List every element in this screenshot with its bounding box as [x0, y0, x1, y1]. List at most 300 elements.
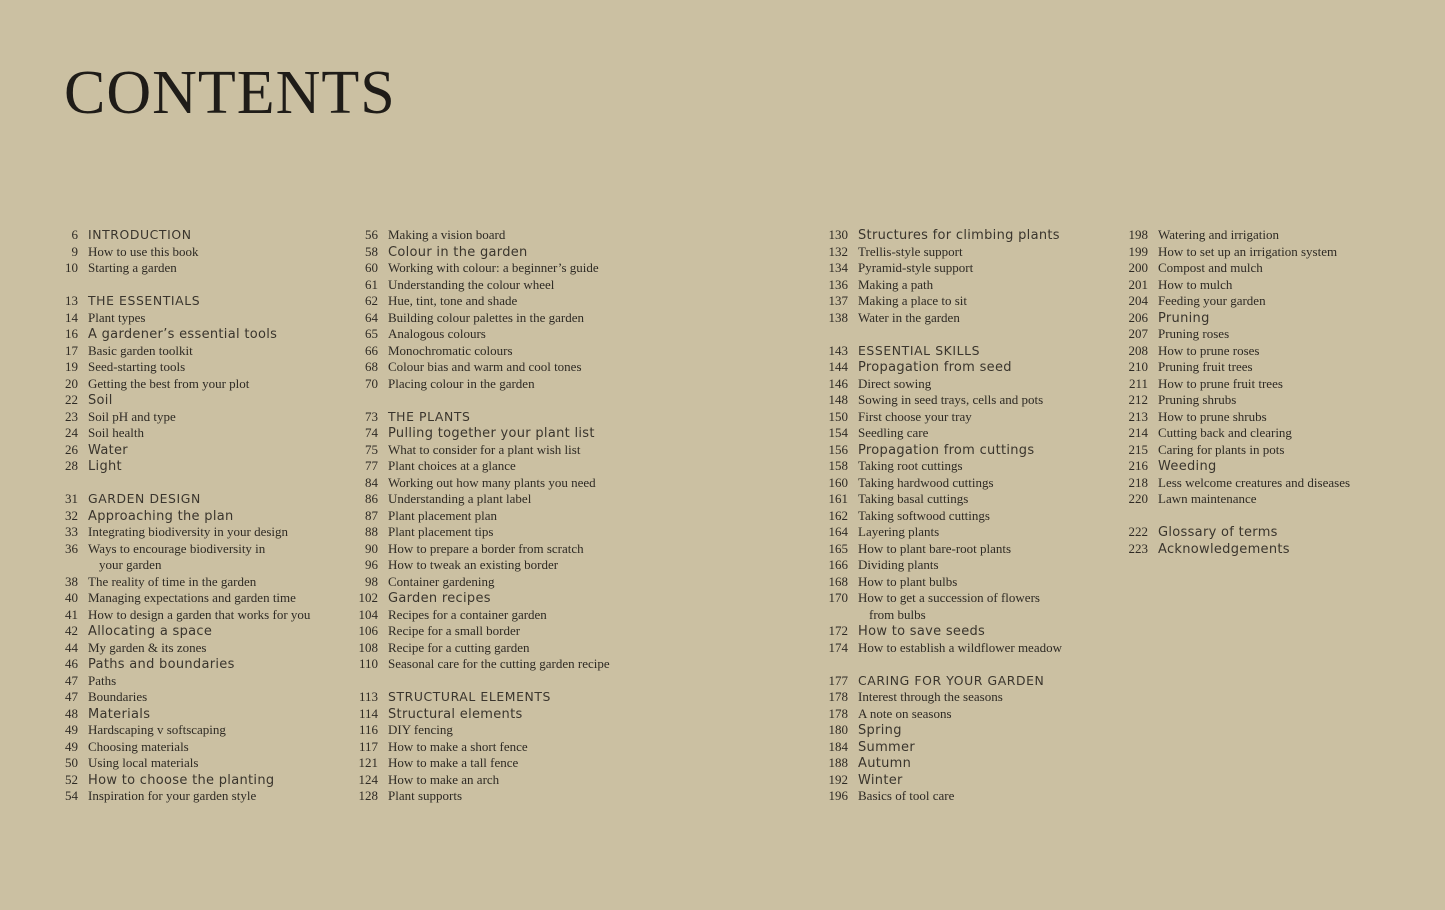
toc-entry	[810, 590, 1120, 607]
toc-entry	[40, 772, 340, 789]
toc-entry	[340, 277, 660, 294]
toc-entry	[40, 722, 340, 739]
toc-entry	[40, 508, 340, 525]
toc-entry	[1110, 458, 1430, 475]
toc-entry	[810, 392, 1120, 409]
toc-entry-title: How to set up an irrigation system	[1158, 243, 1338, 259]
toc-entry	[810, 772, 1120, 789]
toc-page-number: 87	[365, 507, 378, 523]
toc-entry	[810, 277, 1120, 294]
toc-section-heading	[810, 343, 1120, 360]
toc-entry	[1110, 310, 1430, 327]
toc-entry-title: Recipes for a container garden	[388, 606, 547, 622]
toc-entry	[340, 310, 660, 327]
toc-entry-title: Making a path	[858, 276, 934, 292]
toc-entry	[40, 326, 340, 343]
toc-entry-title: Winter	[858, 772, 903, 788]
toc-entry-title: The reality of time in the garden	[88, 573, 257, 589]
toc-page-number: 121	[358, 755, 378, 770]
toc-page-number: 180	[828, 722, 848, 737]
toc-entry	[1110, 392, 1430, 409]
toc-entry	[340, 376, 660, 393]
toc-page-number: 146	[828, 375, 848, 391]
toc-entry-title: How to prune fruit trees	[1158, 375, 1283, 391]
toc-entry-title: STRUCTURAL ELEMENTS	[388, 689, 552, 704]
toc-entry	[810, 541, 1120, 558]
toc-page-number: 198	[1128, 227, 1148, 242]
toc-entry-title: Starting a garden	[88, 260, 177, 275]
toc-page-number: 208	[1128, 342, 1148, 358]
toc-page-number: 23	[65, 408, 78, 424]
toc-entry-title: ESSENTIAL SKILLS	[858, 342, 981, 358]
toc-entry-title: Pulling together your plant list	[388, 426, 595, 441]
toc-entry	[810, 739, 1120, 756]
toc-entry	[810, 491, 1120, 508]
toc-entry-title: Layering plants	[858, 524, 940, 539]
toc-entry-title: Direct sowing	[858, 375, 932, 391]
toc-page-number: 212	[1128, 392, 1148, 407]
toc-entry-title: Cutting back and clearing	[1158, 425, 1292, 440]
toc-entry	[340, 227, 660, 244]
toc-page-number: 33	[65, 524, 78, 539]
toc-page-number: 178	[828, 705, 848, 721]
toc-entry-title: My garden & its zones	[88, 639, 207, 655]
toc-page-number: 156	[828, 441, 848, 457]
toc-entry-title: Pruning shrubs	[1158, 392, 1237, 407]
toc-entry	[1110, 277, 1430, 294]
toc-page-number: 116	[358, 722, 378, 737]
toc-page-number: 216	[1128, 458, 1148, 473]
toc-page-number: 148	[828, 392, 848, 407]
toc-entry-title: Managing expectations and garden time	[88, 590, 296, 605]
toc-page-number: 200	[1128, 260, 1148, 275]
toc-page-number: 90	[365, 540, 378, 556]
toc-entry-title: Feeding your garden	[1158, 293, 1266, 308]
toc-entry-title: Structural elements	[388, 706, 523, 722]
toc-entry	[40, 706, 340, 723]
toc-entry	[340, 491, 660, 508]
toc-entry-title: Autumn	[858, 756, 912, 771]
toc-page-number: 31	[65, 491, 78, 506]
toc-entry	[340, 607, 660, 624]
toc-entry	[40, 656, 340, 673]
toc-entry-title: Understanding the colour wheel	[388, 276, 555, 292]
toc-entry	[40, 673, 340, 690]
toc-page-number: 49	[65, 722, 78, 737]
toc-entry-title: Basic garden toolkit	[88, 342, 193, 358]
toc-entry	[810, 607, 1120, 624]
toc-entry-title: Weeding	[1158, 459, 1217, 474]
toc-entry-title: Taking hardwood cuttings	[858, 474, 994, 490]
toc-entry	[40, 359, 340, 376]
toc-page-number: 220	[1128, 491, 1148, 506]
toc-entry	[340, 640, 660, 657]
toc-entry	[1110, 475, 1430, 492]
toc-entry	[40, 425, 340, 442]
toc-entry	[340, 508, 660, 525]
toc-entry-title: Seasonal care for the cutting garden recipe	[388, 656, 610, 671]
toc-entry-title: A gardener’s essential tools	[88, 327, 278, 342]
toc-entry	[810, 689, 1120, 706]
toc-page-number: 136	[828, 276, 848, 292]
toc-entry-title: How to prune roses	[1158, 342, 1260, 358]
toc-entry-title: Water in the garden	[858, 309, 960, 325]
toc-entry	[810, 458, 1120, 475]
toc-page-number: 24	[65, 425, 78, 440]
toc-entry	[810, 442, 1120, 459]
toc-entry-title: Interest through the seasons	[858, 689, 1003, 704]
toc-entry-title: A note on seasons	[858, 705, 952, 721]
toc-page-number: 143	[828, 342, 848, 358]
page-title: CONTENTS	[64, 59, 396, 127]
toc-entry-title: Sowing in seed trays, cells and pots	[858, 392, 1044, 407]
toc-entry	[810, 706, 1120, 723]
toc-entry	[1110, 442, 1430, 459]
toc-page-number: 38	[65, 573, 78, 589]
toc-entry	[340, 574, 660, 591]
toc-page-number: 50	[65, 755, 78, 770]
toc-entry	[40, 640, 340, 657]
toc-column-2	[340, 227, 660, 805]
toc-page-number: 16	[65, 326, 78, 341]
toc-entry-title: Taking softwood cuttings	[858, 507, 990, 523]
toc-entry-title: How to mulch	[1158, 276, 1233, 292]
toc-page-number: 114	[358, 705, 378, 721]
toc-entry	[810, 376, 1120, 393]
toc-page-number: 102	[358, 590, 378, 605]
toc-page-number: 47	[65, 672, 78, 688]
toc-entry	[340, 541, 660, 558]
toc-entry	[40, 442, 340, 459]
toc-entry-title: How to prune shrubs	[1158, 408, 1267, 424]
toc-entry-title: Integrating biodiversity in your design	[88, 524, 289, 539]
toc-page-number: 52	[65, 771, 78, 787]
toc-page-number: 218	[1128, 474, 1148, 490]
toc-entry-title: Colour in the garden	[388, 244, 528, 260]
toc-entry	[810, 293, 1120, 310]
toc-page-number: 214	[1128, 425, 1148, 440]
toc-page-number: 65	[365, 326, 378, 341]
toc-page-number: 108	[358, 639, 378, 655]
toc-page-number: 104	[358, 606, 378, 622]
toc-entry-title: Garden recipes	[388, 591, 491, 606]
toc-page-number: 154	[828, 425, 848, 440]
toc-column-4	[1110, 227, 1430, 557]
toc-page-number: 201	[1128, 276, 1148, 292]
toc-entry	[1110, 293, 1430, 310]
toc-page-number: 19	[65, 359, 78, 374]
toc-entry	[340, 755, 660, 772]
toc-entry-title: How to make an arch	[388, 771, 500, 787]
toc-page-number: 165	[828, 540, 848, 556]
toc-entry-title: Hardscaping v softscaping	[88, 722, 226, 737]
toc-entry-title: How to prepare a border from scratch	[388, 540, 584, 556]
toc-page-number: 134	[828, 260, 848, 275]
toc-page-number: 58	[365, 243, 378, 259]
toc-entry	[340, 788, 660, 805]
toc-entry-title: Working with colour: a beginner’s guide	[388, 260, 599, 275]
toc-entry-title: Taking basal cuttings	[858, 491, 969, 506]
toc-entry	[40, 689, 340, 706]
toc-entry	[810, 310, 1120, 327]
toc-entry	[340, 706, 660, 723]
toc-entry-title: DIY fencing	[388, 722, 453, 737]
toc-entry-title: INTRODUCTION	[88, 227, 192, 242]
toc-entry-title: How to plant bulbs	[858, 573, 958, 589]
toc-page-number: 199	[1128, 243, 1148, 259]
toc-entry-title: Seed-starting tools	[88, 359, 186, 374]
toc-page-number: 42	[65, 623, 78, 638]
toc-page-number: 20	[65, 375, 78, 391]
toc-entry	[810, 475, 1120, 492]
toc-entry-title: THE ESSENTIALS	[88, 293, 201, 308]
toc-page-number: 162	[828, 507, 848, 523]
toc-page-number: 6	[71, 227, 78, 242]
toc-page-number: 192	[828, 771, 848, 787]
toc-page-number: 168	[828, 573, 848, 589]
toc-entry-title: Boundaries	[88, 689, 148, 704]
toc-entry-title: Monochromatic colours	[388, 342, 513, 358]
toc-page-number: 132	[828, 243, 848, 259]
toc-page-number: 206	[1128, 309, 1148, 325]
toc-entry-title: Analogous colours	[388, 326, 486, 341]
toc-entry	[40, 541, 340, 558]
toc-page-number: 62	[365, 293, 378, 308]
toc-entry	[40, 392, 340, 409]
toc-entry	[810, 409, 1120, 426]
toc-entry	[1110, 409, 1430, 426]
toc-page-number: 174	[828, 639, 848, 655]
toc-entry-title: Paths and boundaries	[88, 657, 235, 672]
toc-page-number: 56	[365, 227, 378, 242]
toc-page-number: 13	[65, 293, 78, 308]
toc-page-number: 138	[828, 309, 848, 325]
toc-entry-title: Soil	[88, 393, 113, 408]
toc-entry	[340, 293, 660, 310]
toc-page-number: 188	[828, 755, 848, 770]
toc-page-number: 110	[358, 656, 378, 671]
toc-entry-title: Ways to encourage biodiversity in	[88, 540, 266, 556]
toc-entry	[1110, 343, 1430, 360]
toc-entry-title: How to design a garden that works for you	[88, 606, 311, 622]
toc-entry-title: Trellis-style support	[858, 243, 963, 259]
toc-entry-title: How to get a succession of flowers	[858, 590, 1040, 605]
toc-entry	[40, 376, 340, 393]
toc-page-number: 207	[1128, 326, 1148, 341]
toc-entry	[1110, 227, 1430, 244]
toc-entry	[40, 557, 340, 574]
toc-entry	[1110, 541, 1430, 558]
toc-entry	[340, 458, 660, 475]
toc-entry	[810, 524, 1120, 541]
toc-entry	[810, 755, 1120, 772]
toc-entry-title: Making a place to sit	[858, 293, 968, 308]
toc-entry-title: Seedling care	[858, 425, 929, 440]
toc-entry-title: Compost and mulch	[1158, 260, 1263, 275]
toc-entry-title: Propagation from cuttings	[858, 442, 1035, 458]
toc-entry	[810, 574, 1120, 591]
toc-entry-title: Watering and irrigation	[1158, 227, 1279, 242]
toc-entry	[340, 244, 660, 261]
toc-page-number: 46	[65, 656, 78, 671]
toc-page-number: 177	[828, 672, 848, 688]
toc-entry	[1110, 491, 1430, 508]
toc-entry-title: Soil pH and type	[88, 408, 176, 424]
toc-entry-title: Pruning	[1158, 310, 1210, 326]
toc-page-number: 88	[365, 524, 378, 539]
toc-entry	[40, 244, 340, 261]
toc-entry	[40, 607, 340, 624]
toc-page-number: 86	[365, 491, 378, 506]
toc-entry-title: Less welcome creatures and diseases	[1158, 474, 1351, 490]
toc-page-number: 54	[65, 788, 78, 803]
toc-entry	[340, 739, 660, 756]
toc-page-number: 172	[828, 623, 848, 638]
toc-entry	[1110, 260, 1430, 277]
toc-entry-title: Materials	[88, 706, 151, 722]
toc-entry	[340, 722, 660, 739]
toc-page-number: 106	[358, 623, 378, 638]
toc-entry-title: Colour bias and warm and cool tones	[388, 359, 582, 374]
toc-page-number: 213	[1128, 408, 1148, 424]
toc-column-3	[810, 227, 1120, 805]
toc-entry-title: Hue, tint, tone and shade	[388, 293, 518, 308]
toc-page-number: 74	[365, 425, 378, 440]
toc-entry-title: Caring for plants in pots	[1158, 441, 1285, 457]
toc-entry	[810, 788, 1120, 805]
toc-entry-title: Acknowledgements	[1158, 541, 1290, 557]
toc-entry	[1110, 326, 1430, 343]
toc-entry	[40, 310, 340, 327]
toc-entry-title: Basics of tool care	[858, 788, 955, 803]
toc-entry-title: Plant supports	[388, 788, 463, 803]
toc-page-number: 60	[365, 260, 378, 275]
toc-entry	[40, 590, 340, 607]
toc-entry-title: Recipe for a cutting garden	[388, 639, 530, 655]
toc-page-number: 9	[71, 243, 78, 259]
toc-page-number: 44	[65, 639, 78, 655]
toc-entry-title: Inspiration for your garden style	[88, 788, 257, 803]
toc-page-number: 204	[1128, 293, 1148, 308]
toc-entry	[810, 508, 1120, 525]
toc-entry-title: Plant placement tips	[388, 524, 494, 539]
toc-entry	[340, 524, 660, 541]
toc-page-number: 10	[65, 260, 78, 275]
toc-entry-title: Spring	[858, 723, 902, 738]
toc-entry-title: How to choose the planting	[88, 772, 275, 788]
toc-entry	[810, 722, 1120, 739]
toc-entry	[1110, 524, 1430, 541]
toc-entry	[340, 772, 660, 789]
toc-entry-title: Making a vision board	[388, 227, 506, 242]
toc-entry	[810, 359, 1120, 376]
toc-entry	[40, 260, 340, 277]
toc-entry-title: Pruning roses	[1158, 326, 1230, 341]
toc-section-heading	[340, 689, 660, 706]
toc-entry-title: How to tweak an existing border	[388, 557, 559, 572]
toc-page-number: 22	[65, 392, 78, 407]
toc-entry-title: How to use this book	[88, 243, 199, 259]
toc-entry	[810, 557, 1120, 574]
toc-entry-title: Summer	[858, 739, 915, 755]
toc-entry	[810, 640, 1120, 657]
toc-entry	[340, 359, 660, 376]
toc-entry-title: Propagation from seed	[858, 360, 1012, 375]
toc-page-number: 47	[65, 689, 78, 704]
toc-entry-title: your garden	[99, 557, 162, 572]
toc-page-number: 161	[828, 491, 848, 506]
toc-entry	[40, 755, 340, 772]
toc-section-heading	[40, 293, 340, 310]
toc-page-number: 166	[828, 557, 848, 572]
toc-entry-title: Plant choices at a glance	[388, 458, 516, 473]
toc-page-number: 14	[65, 309, 78, 325]
toc-entry	[1110, 359, 1430, 376]
toc-entry-title: Pruning fruit trees	[1158, 359, 1253, 374]
toc-section-heading	[40, 491, 340, 508]
toc-entry	[810, 260, 1120, 277]
toc-page-number: 222	[1128, 524, 1148, 539]
toc-page-number: 150	[828, 408, 848, 424]
toc-entry	[810, 227, 1120, 244]
toc-entry-title: Light	[88, 459, 122, 474]
toc-page-number: 28	[65, 458, 78, 473]
toc-page-number: 130	[828, 227, 848, 242]
toc-entry	[40, 739, 340, 756]
toc-section-heading	[40, 227, 340, 244]
toc-entry-title: Approaching the plan	[88, 508, 234, 524]
toc-page-number: 96	[365, 557, 378, 572]
toc-page-number: 61	[365, 276, 378, 292]
toc-page-number: 124	[358, 771, 378, 787]
toc-entry	[40, 524, 340, 541]
toc-page-number: 196	[828, 788, 848, 803]
toc-page-number: 117	[358, 738, 378, 754]
toc-page-number: 84	[365, 474, 378, 490]
toc-entry-title: Structures for climbing plants	[858, 228, 1060, 243]
toc-entry	[40, 458, 340, 475]
toc-page-number: 210	[1128, 359, 1148, 374]
toc-page-number: 144	[828, 359, 848, 374]
toc-entry-title: How to establish a wildflower meadow	[858, 639, 1062, 655]
toc-page-number: 73	[365, 408, 378, 424]
toc-entry-title: How to make a tall fence	[388, 755, 519, 770]
toc-page-number: 77	[365, 458, 378, 473]
toc-entry-title: Using local materials	[88, 755, 199, 770]
toc-entry-title: Getting the best from your plot	[88, 375, 250, 391]
toc-entry	[40, 574, 340, 591]
toc-entry-title: Paths	[88, 672, 117, 688]
toc-page-number: 137	[828, 293, 848, 308]
toc-entry	[1110, 244, 1430, 261]
toc-entry-title: CARING FOR YOUR GARDEN	[858, 672, 1045, 688]
toc-entry-title: How to save seeds	[858, 624, 986, 639]
toc-entry-title: Allocating a space	[88, 624, 213, 639]
toc-entry	[810, 425, 1120, 442]
toc-entry	[810, 623, 1120, 640]
toc-page-number: 49	[65, 738, 78, 754]
toc-entry-title: Plant types	[88, 309, 146, 325]
toc-entry	[340, 656, 660, 673]
toc-page-number: 26	[65, 441, 78, 457]
toc-page-number: 75	[365, 441, 378, 457]
toc-entry-title: Lawn maintenance	[1158, 491, 1257, 506]
toc-entry	[340, 557, 660, 574]
toc-entry	[340, 326, 660, 343]
toc-page-number: 40	[65, 590, 78, 605]
toc-entry	[340, 260, 660, 277]
toc-entry-title: Working out how many plants you need	[388, 474, 596, 490]
